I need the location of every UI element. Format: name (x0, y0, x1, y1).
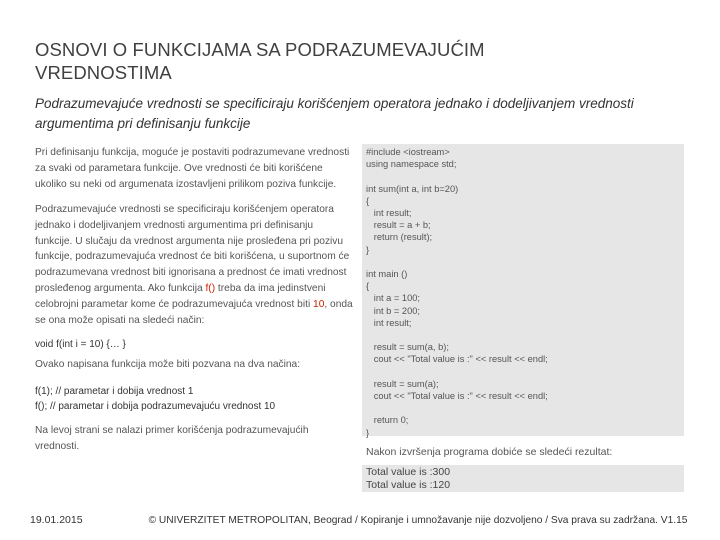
slide-subtitle: Podrazumevajuće vrednosti se specificiraju korišćenjem operatora jednako i dodeljivanjem vrednosti argumentima pri definisanju funkcije (35, 96, 634, 131)
call-example-1: f(1); // parametar i dobija vrednost 1 (35, 385, 194, 397)
call-description: Ovako napisana funkcija može biti pozvana na dva načina: (35, 358, 301, 370)
explanation-text-a: Podrazumevajuće vrednosti se specificiraju korišćenjem operatora jednako i dodeljivanjem vrednosti argumentima pri definisanju funkcije. U slučaju da vrednost argumenta nije prosleđena pri pozivu funkcije, podrazumevajuća vrednost će biti korišćena, u suportnom će podrazumevana vrednost biti ignorisana a prednost će imati vrednost prosleđenog argumenta. Ako funkcija (35, 203, 350, 295)
code-text: #include <iostream> using namespace std; int sum(int a, int b=20) { int result; result = a + b; return (result); } int main () { int a = 100; int b = 200; int result; result = sum(a, b); cout << "Total value is :" << result << endl; result = sum(a); cout << "Total value is :" << result << endl; return 0; } (366, 147, 548, 438)
result-caption: Nakon izvršenja programa dobiće se sledeći rezultat: (366, 446, 613, 458)
function-name-highlight: f() (205, 283, 216, 295)
footer-date: 19.01.2015 (30, 514, 83, 526)
call-example-2: f(); // parametar i dobija podrazumevajuću vrednost 10 (35, 400, 276, 412)
left-column (35, 145, 353, 455)
footer-copyright: © UNIVERZITET METROPOLITAN, Beograd / Kopiranje i umnožavanje nije dozvoljeno / Sva prava su zadržana. V1.15 (148, 515, 688, 526)
explanation-text-b: treba da ima jedinstveni celobrojni parametar kome će podrazumevajuća vrednost biti (35, 283, 326, 311)
slide-title: OSNOVI O FUNKCIJAMA SA PODRAZUMEVAJUĆIM VREDNOSTIMA (35, 39, 485, 83)
function-declaration: void f(int i = 10) {… } (35, 338, 126, 350)
code-listing (362, 144, 684, 436)
intro-paragraph: Pri definisanju funkcija, moguće je postaviti podrazumevane vrednosti za svaki od parametara funkcije. Ove vrednosti će biti korišćene ukoliko su neki od argumenata izostavljeni prilikom poziva funkcije. (35, 147, 350, 190)
program-output: Total value is :300 Total value is :120 (362, 465, 684, 492)
closing-paragraph: Na levoj strani se nalazi primer korišćenja podrazumevajućih vrednosti. (35, 424, 309, 452)
default-value-highlight: 10 (313, 299, 325, 311)
explanation-text-c: , onda se ona može opisati na sledeći način: (35, 299, 353, 327)
explanation-paragraph (35, 202, 353, 329)
